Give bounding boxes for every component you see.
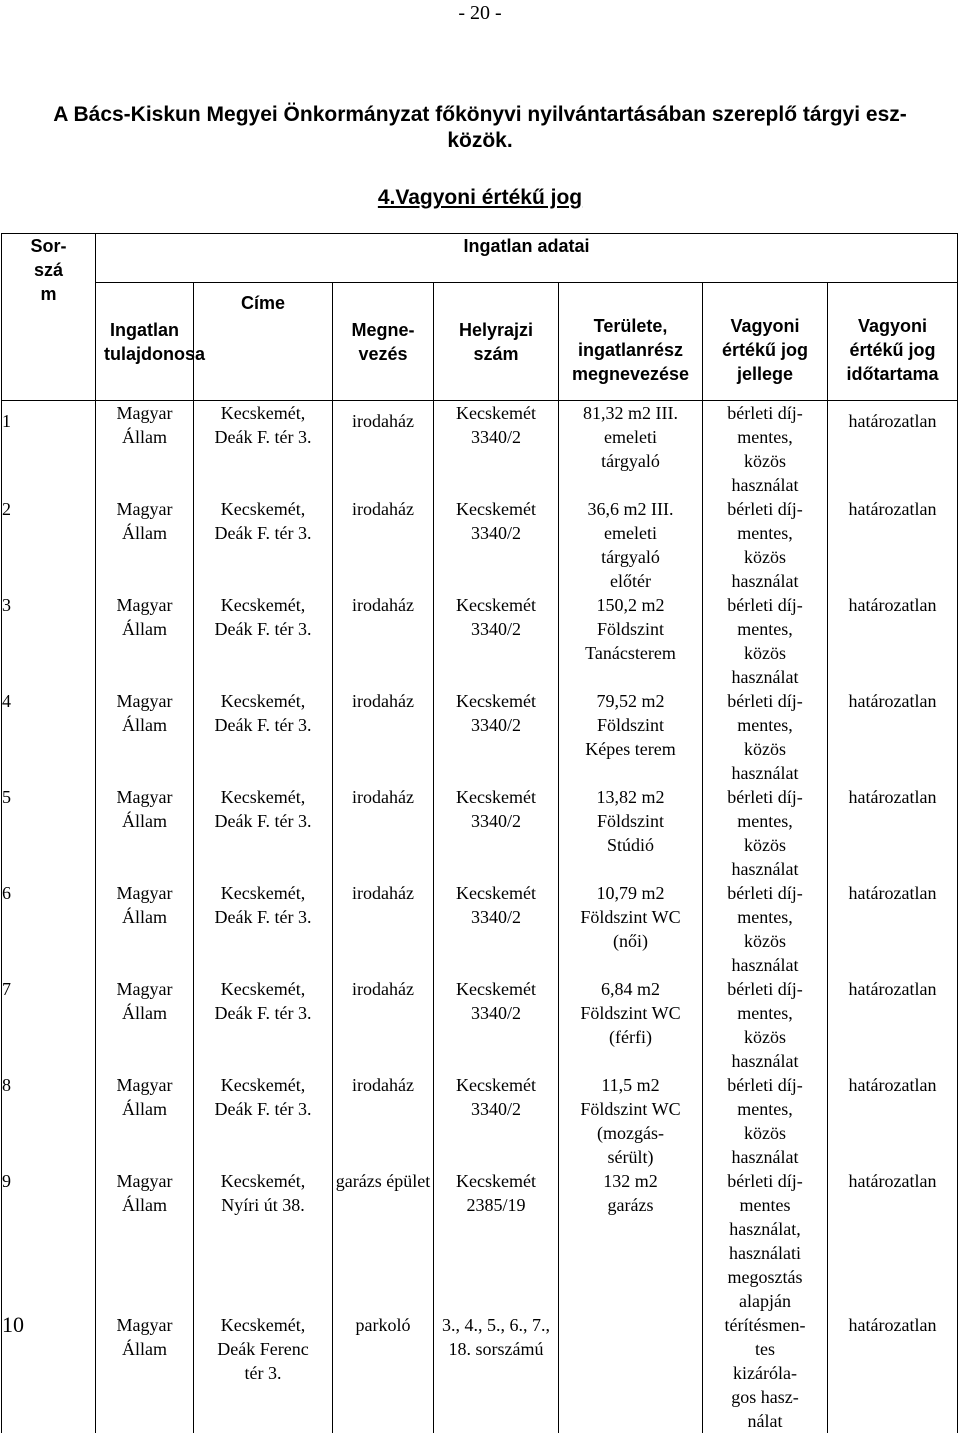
header-right-duration-text: Vagyoni értékű jog időtartama [846,316,939,384]
area-cell: 132 m2 garázs [559,1169,703,1313]
name-cell: irodaház [333,881,434,977]
header-right-type-text: Vagyoni értékű jog jellege [721,316,809,384]
right-type-cell: bérleti díj-mentes, közös használat [703,881,828,977]
right-duration-cell: határozatlan [828,1169,958,1313]
row-number: 1 [2,401,96,498]
header-hrsz [434,283,559,401]
right-type-cell: bérleti díj-mentes, közös használat [703,689,828,785]
right-duration-cell: határozatlan [828,497,958,593]
name-cell: garázs épület [333,1169,434,1313]
right-type-cell: bérleti díj-mentes, közös használat [703,401,828,498]
address-cell: Kecskemét, Deák F. tér 3. [194,785,333,881]
hrsz-cell: Kecskemét 3340/2 [434,497,559,593]
document-title [0,102,960,154]
address-cell: Kecskemét, Deák Ferenc tér 3. [194,1313,333,1433]
header-address [194,283,333,401]
header-hrsz-text: Helyrajzi szám [458,319,534,364]
area-cell: 6,84 m2 Földszint WC (férfi) [559,977,703,1073]
table-row [2,881,958,977]
owner-cell: Magyar Állam [96,1073,194,1169]
right-type-cell: bérleti díj-mentes használat, használati megosztás alapján [703,1169,828,1313]
area-cell: 79,52 m2 Földszint Képes terem [559,689,703,785]
name-cell: irodaház [333,977,434,1073]
hrsz-cell: Kecskemét 3340/2 [434,689,559,785]
name-cell: irodaház [333,785,434,881]
address-cell: Kecskemét, Deák F. tér 3. [194,977,333,1073]
row-number: 4 [2,689,96,785]
header-owner-text: Ingatlan tulajdonosa [104,319,206,364]
row-number: 6 [2,881,96,977]
name-cell: irodaház [333,497,434,593]
area-cell: 81,32 m2 III. emeleti tárgyaló [559,401,703,498]
row-number: 3 [2,593,96,689]
area-cell: 10,79 m2 Földszint WC (női) [559,881,703,977]
right-type-cell: bérleti díj-mentes, közös használat [703,1073,828,1169]
table-row [2,593,958,689]
hrsz-cell: Kecskemét 3340/2 [434,977,559,1073]
name-cell: irodaház [333,689,434,785]
table-row [2,497,958,593]
address-cell: Kecskemét, Deák F. tér 3. [194,1073,333,1169]
hrsz-cell: Kecskemét 3340/2 [434,1073,559,1169]
header-name-text: Megne-vezés [351,319,415,364]
right-type-cell: bérleti díj-mentes, közös használat [703,593,828,689]
header-right-duration [828,283,958,401]
header-area [559,283,703,401]
name-cell: parkoló [333,1313,434,1433]
owner-cell: Magyar Állam [96,401,194,498]
address-cell: Kecskemét, Deák F. tér 3. [194,881,333,977]
right-duration-cell: határozatlan [828,593,958,689]
owner-cell: Magyar Állam [96,497,194,593]
address-cell: Kecskemét, Deák F. tér 3. [194,593,333,689]
hrsz-cell: Kecskemét 3340/2 [434,401,559,498]
table-row [2,785,958,881]
owner-cell: Magyar Állam [96,689,194,785]
table-body [2,401,958,1434]
area-cell: 11,5 m2 Földszint WC (mozgás-sérült) [559,1073,703,1169]
table-row [2,689,958,785]
owner-cell: Magyar Állam [96,977,194,1073]
right-type-cell: bérleti díj-mentes, közös használat [703,497,828,593]
address-cell: Kecskemét, Deák F. tér 3. [194,689,333,785]
name-cell: irodaház [333,1073,434,1169]
address-cell: Kecskemét, Deák F. tér 3. [194,401,333,498]
page-number: - 20 - [458,2,502,24]
owner-cell: Magyar Állam [96,785,194,881]
header-sorszam-text: Sor-szá m [30,236,67,304]
right-duration-cell: határozatlan [828,689,958,785]
right-duration-cell: határozatlan [828,977,958,1073]
owner-cell: Magyar Állam [96,881,194,977]
header-name [333,283,434,401]
hrsz-cell: 3., 4., 5., 6., 7., 18. sorszámú [434,1313,559,1433]
title-line-2: közök. [447,129,513,152]
hrsz-cell: Kecskemét 2385/19 [434,1169,559,1313]
area-cell: 150,2 m2 Földszint Tanácsterem [559,593,703,689]
name-cell: irodaház [333,593,434,689]
table-row [2,1169,958,1313]
row-number: 7 [2,977,96,1073]
table-row [2,401,958,498]
right-duration-cell: határozatlan [828,1313,958,1433]
right-duration-cell: határozatlan [828,881,958,977]
title-line-1: A Bács-Kiskun Megyei Önkormányzat főkönyvi nyilvántartásában szereplő tárgyi esz- [53,103,907,126]
owner-cell: Magyar Állam [96,1313,194,1433]
section-subtitle: 4.Vagyoni értékű jog [377,186,583,209]
table-row [2,1073,958,1169]
row-number: 8 [2,1073,96,1169]
right-duration-cell: határozatlan [828,401,958,498]
table-row [2,1313,958,1433]
address-cell: Kecskemét, Nyíri út 38. [194,1169,333,1313]
area-cell [559,1313,703,1433]
table-row [2,977,958,1073]
right-type-cell: térítésmen-tes kizáróla-gos hasz-nálat [703,1313,828,1433]
header-area-text: Területe, ingatlanrész megnevezése [571,316,690,384]
right-type-cell: bérleti díj-mentes, közös használat [703,977,828,1073]
right-type-cell: bérleti díj-mentes, közös használat [703,785,828,881]
hrsz-cell: Kecskemét 3340/2 [434,785,559,881]
name-cell: irodaház [333,401,434,498]
row-number: 10 [2,1313,96,1433]
hrsz-cell: Kecskemét 3340/2 [434,593,559,689]
right-duration-cell: határozatlan [828,1073,958,1169]
header-right-type [703,283,828,401]
row-number: 5 [2,785,96,881]
owner-cell: Magyar Állam [96,593,194,689]
owner-cell: Magyar Állam [96,1169,194,1313]
hrsz-cell: Kecskemét 3340/2 [434,881,559,977]
address-cell: Kecskemét, Deák F. tér 3. [194,497,333,593]
asset-table [1,233,958,1433]
header-sorszam [2,234,96,401]
header-owner [96,283,206,401]
header-address-text: Címe [240,293,285,313]
right-duration-cell: határozatlan [828,785,958,881]
row-number: 2 [2,497,96,593]
row-number: 9 [2,1169,96,1313]
area-cell: 36,6 m2 III. emeleti tárgyaló előtér [559,497,703,593]
header-ingatlan-adatai: Ingatlan adatai [96,234,958,283]
area-cell: 13,82 m2 Földszint Stúdió [559,785,703,881]
